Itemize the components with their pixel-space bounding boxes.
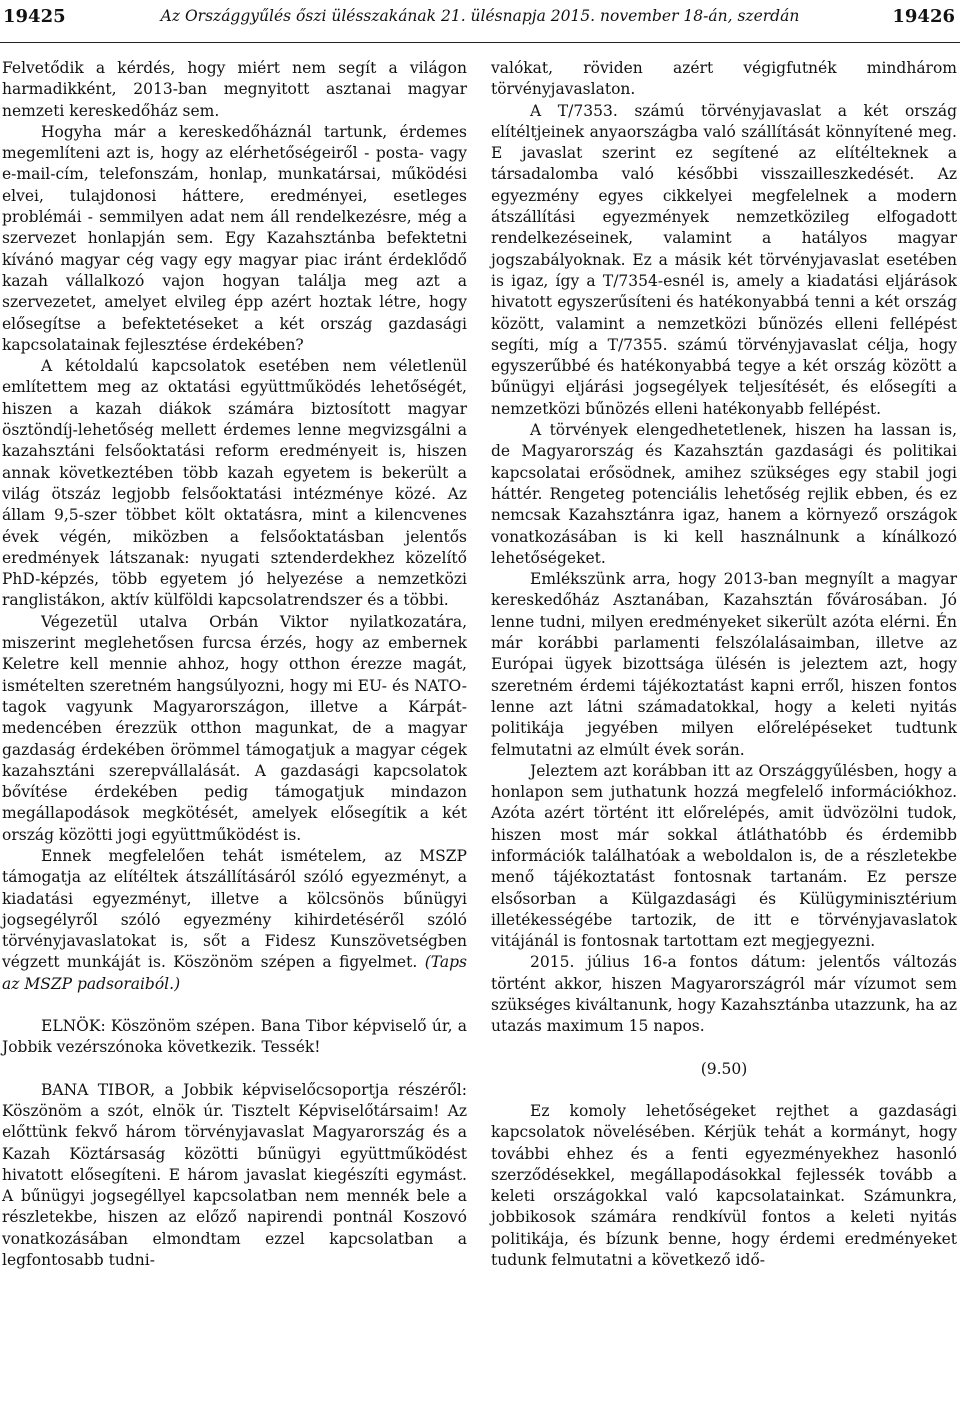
speaker-paragraph: BANA TIBOR, a Jobbik képviselőcsoportja részéről: Köszönöm a szót, elnök úr. Tisztelt Képviselőtársaim! Az előttünk fekvő három törvényjavaslat Magyarország és a Kazah Köztársaság közötti bűnügyi együttműködést hivatott elősegíteni. E három javaslat kiegészíti egymást. A bűnügyi jogsegéllyel kapcsolatban nem mennék bele a részletekbe, hiszen az előző napirendi pontnál Koszovó vonatkozásában elmondtam ezzel kapcsolatban a legfontosabb tudni- xyxy=(2,1080,467,1270)
paragraph: Jeleztem azt korábban itt az Országgyűlésben, hogy a honlapon sem juthatunk hozzá megfelelő információkhoz. Azóta azért történt itt előrelépés, amit üdvözölni tudok, hiszen most már sokkal átláthatóbb és érdemibb információk találhatóak a weboldalon is, de a részletekbe menő tájékoztatást fontosnak tartanám. Ez persze elsősorban a Külgazdasági és Külügyminisztérium illetékességébe tartozik, de itt e törvényjavaslatok vitájánál is fontosnak tartottam ezt megjegyezni. xyxy=(491,761,957,951)
paragraph: valókat, röviden azért végigfutnék mindhárom törvényjavaslaton. xyxy=(491,59,957,99)
page-header xyxy=(0,0,960,43)
paragraph: A törvények elengedhetetlenek, hiszen ha lassan is, de Magyarország és Kazahsztán gazdasági és politikai kapcsolatai erősödnek, amihez szükséges egy stabil jogi háttér. Rengeteg potenciális lehetőség rejlik ebben, és ez nemcsak Kazahsztánra igaz, hanem a környező országok vonatkozásában is ki kell használnunk a kínálkozó lehetőségeket. xyxy=(491,421,957,567)
paragraph: A T/7353. számú törvényjavaslat a két ország elítéltjeinek anyaországba való szállítását könnyítené meg. E javaslat szerint ez segítené az elítélteknek a társadalomba való későbbi visszailleszkedését. Az egyezmény egyes cikkelyei megfelelnek a modern átszállítási egyezmények nemzetközileg elfogadott rendelkezéseinek, valamint a hatályos magyar jogszabályoknak. Ez a másik két törvényjavaslat esetében is igaz, így a T/7354-esnél is, amely a kiadatási eljárások hivatott egyszerűsíteni és hatékonyabbá tenni a két ország között, valamint a nemzetközi bűnözés elleni fellépést segíti, míg a T/7355. számú törvényjavaslat célja, hogy egyszerűbbé és hatékonyabbá tegye a két ország között a bűnügyi eljárási jogsegélyek teljesítését, és elősegíti a nemzetközi bűnözés elleni hatékonyabb fellépést. xyxy=(491,101,957,418)
paragraph: Felvetődik a kérdés, hogy miért nem segít a világon harmadikként, 2013-ban megnyitott asztanai magyar nemzeti kereskedőház sem. xyxy=(2,59,467,120)
paragraph-text: Ennek megfelelően tehát ismételem, az MSZP támogatja az elítéltek átszállításáról szóló egyezményt, a kiadatási egyezményt, illetve a kölcsönös bűnügyi jogsegélyről szóló egyezmény kihirdetéséről szóló törvényjavaslatokat is, sőt a Fidesz Kunszövetségben végzett munkáját is. Köszönöm szépen a figyelmet. xyxy=(2,846,467,972)
speaker-paragraph: ELNÖK: Köszönöm szépen. Bana Tibor képviselő úr, a Jobbik vezérszónoka következik. Tessék! xyxy=(2,1017,467,1057)
paragraph: Emlékszünk arra, hogy 2013-ban megnyílt a magyar kereskedőház Asztanában, Kazahsztán fővárosában. Jó lenne tudni, milyen eredményeket sikerült azóta elérni. Én már korábbi parlamenti felszólalásaimban, illetve az Európai ügyek bizottsága ülésén is jeleztem azt, hogy szeretném érdemi tájékoztatást kapni erről, hiszen fontos lenne azt látni számadatokkal, hogy a keleti nyitás politikája jegyében milyen előrelépéseket tudtunk felmutatni az elmúlt évek során. xyxy=(491,570,957,759)
left-column xyxy=(2,58,467,1271)
page-number-left: 19425 xyxy=(3,6,66,27)
right-column xyxy=(491,58,957,1271)
paragraph: 2015. július 16-a fontos dátum: jelentős változás történt akkor, hiszen Magyarországról már vízumot sem szükséges kiváltanunk, hogy Kazahsztánba utazzunk, ha az utazás maximum 15 napos. xyxy=(491,953,957,1036)
applause-note: (Taps az MSZP padsoraiból.) xyxy=(2,953,467,993)
paragraph: Ez komoly lehetőségeket rejthet a gazdasági kapcsolatok növelésében. Kérjük tehát a kormányt, hogy további ehhez és a fenti egyezményekhez hasonló szerződésekkel, megállapodásokkal fejlessék tovább a keleti országokkal való kapcsolatainkat. Számunkra, jobbikosok számára rendkívül fontos a keleti nyitás politikája, és bízunk benne, hogy érdemi eredményeket tudunk felmutatni a következő idő- xyxy=(491,1101,957,1270)
paragraph: Végezetül utalva Orbán Viktor nyilatkozatára, miszerint meglehetősen furcsa érzés, hogy az embernek Keletre kell mennie ahhoz, hogy otthon érezze magát, ismételten szeretném hangsúlyozni, hogy mi EU- és NATO-tagok vagyunk Magyarországon, illetve a Kárpát-medencében érezzük otthon magunkat, de a magyar gazdaság érdekében örömmel támogatjuk a magyar cégek kazahsztáni szerepvállalását. A gazdasági kapcsolatok bővítése érdekében pedig támogatjuk mindazon megállapodások megkötését, amelyek elősegítik a két ország közötti jogi együttműködést is. xyxy=(2,612,467,844)
paragraph xyxy=(2,846,467,995)
page-number-right: 19426 xyxy=(892,6,955,27)
paragraph: A kétoldalú kapcsolatok esetében nem véletlenül említettem meg az oktatási együttműködés lehetőségét, hiszen a kazah diákok számára biztosított magyar ösztöndíj-lehetőség mellett érdemes lenne megvizsgálni a kazahsztáni felsőoktatási reform eredményeit is, hiszen annak következtében több kazah egyetem is bekerült a világ ötszáz legjobb felsőoktatási intézménye közé. Az állam 9,5-szer többet költ oktatásra, mint a kilencvenes évek végén, miközben a felsőoktatásban jelentős eredmények látszanak: nyugati sztenderdekhez közelítő PhD-képzés, több egyetem jó helyezése a nemzetközi ranglistákon, aktív külföldi kapcsolatrendszer és a többi. xyxy=(2,357,467,610)
running-title: Az Országgyűlés őszi ülésszakának 21. ülésnapja 2015. november 18-án, szerdán xyxy=(160,7,800,25)
time-mark: (9.50) xyxy=(700,1059,748,1078)
paragraph: Hogyha már a kereskedőháznál tartunk, érdemes megemlíteni azt is, hogy az elérhetőségeiről - posta- vagy e-mail-cím, telefonszám, honlap, munkatársai, működési elvei, tulajdonosi háttere, eredményei, esetleges problémái - semmilyen adat nem áll rendelkezésre, még a szervezet honlapján sem. Egy Kazahsztánba befektetni kívánó magyar cég vagy egy magyar piac iránt érdeklődő kazah vállalkozó vajon hogyan találja meg azt a szervezetet, amelyet elvileg épp azért hoztak létre, hogy elősegítse a befektetéseket a két ország gazdasági kapcsolatainak fejlesztése érdekében? xyxy=(2,122,467,354)
